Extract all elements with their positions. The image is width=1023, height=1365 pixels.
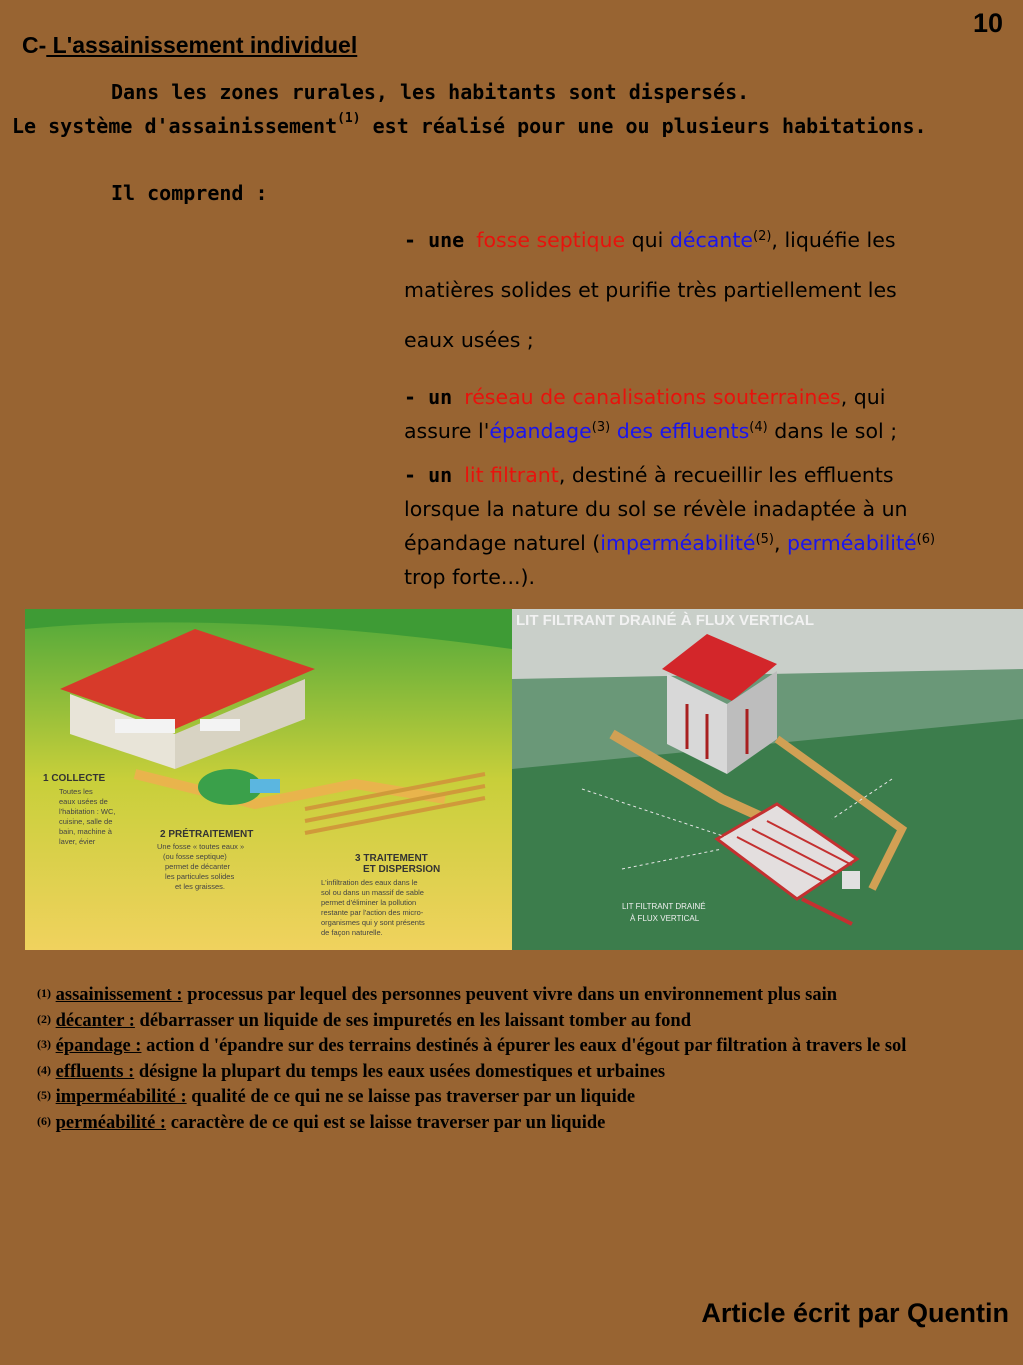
item3-text-c: ,	[773, 531, 788, 555]
item2-prefix: - un	[404, 385, 465, 409]
footnote-number: (5)	[37, 1088, 51, 1102]
step3-line-6: de façon naturelle.	[321, 928, 383, 937]
footnotes	[37, 983, 1017, 1136]
item3-prefix: - un	[404, 463, 465, 487]
item2-text-c: dans le sol ;	[767, 419, 898, 443]
step1-line-1: Toutes les	[59, 787, 93, 796]
footnote-number: (6)	[37, 1113, 51, 1128]
illustration-right-svg	[512, 609, 1023, 950]
step2-title: 2 PRÉTRAITEMENT	[160, 829, 254, 840]
footnote-term: effluents :	[55, 1061, 135, 1082]
step1-title: 1 COLLECTE	[43, 773, 106, 784]
footnote-2	[37, 1009, 1017, 1035]
footnote-number: (1)	[37, 986, 51, 1000]
intro-line-3: Il comprend :	[111, 181, 268, 205]
step2-line-1: Une fosse « toutes eaux »	[157, 842, 245, 851]
footnote-definition: débarrasser un liquide de ses impuretés en les laissant tomber au fond	[134, 1010, 691, 1031]
footnote-ref-5: (5)	[755, 532, 774, 547]
item3-line-4: trop forte...).	[404, 565, 535, 589]
step2-line-4: les particules solides	[165, 872, 235, 881]
footnote-definition: processus par lequel des personnes peuvent vivre dans un environnement plus sain	[182, 985, 838, 1005]
list-item-reseau	[404, 380, 1004, 448]
step3-line-3: permet d'éliminer la pollution	[321, 898, 417, 907]
intro-line-2	[12, 111, 927, 138]
footnote-term: épandage :	[55, 1036, 142, 1056]
footnote-definition: caractère de ce qui est se laisse traverser par un liquide	[166, 1112, 606, 1133]
footnote-4	[37, 1060, 1017, 1086]
keyword-effluents: des effluents	[610, 419, 750, 443]
footnote-definition: qualité de ce qui ne se laisse pas traverser par un liquide	[186, 1087, 636, 1107]
keyword-permeabilite: perméabilité	[787, 531, 917, 555]
figure-right-caption-2: À FLUX VERTICAL	[630, 914, 700, 923]
list-item-lit	[404, 458, 1004, 594]
footnote-ref-6: (6)	[916, 532, 936, 547]
author-credit: Article écrit par Quentin	[701, 1298, 1009, 1328]
item1-line-2: matières solides et purifie très partiellement les	[404, 278, 897, 302]
figure-right-title: LIT FILTRANT DRAINÉ À FLUX VERTICAL	[516, 612, 815, 629]
keyword-impermeabilite: imperméabilité	[600, 531, 756, 555]
illustration-lit-filtrant	[512, 609, 1023, 950]
keyword-fosse-septique: fosse septique	[476, 228, 626, 252]
footnote-number: (3)	[37, 1037, 51, 1051]
step3-title-1: 3 TRAITEMENT	[355, 853, 428, 864]
item2-text-a: , qui	[840, 385, 886, 409]
intro-line-2-a: Le système d'assainissement	[12, 114, 338, 138]
step3-line-5: organismes qui y sont présents	[321, 918, 425, 927]
item1-text-b: , liquéfie les	[771, 228, 896, 252]
item1-line-3: eaux usées ;	[404, 328, 534, 352]
illustration-left-svg	[25, 609, 512, 950]
page-number: 10	[972, 8, 1003, 38]
footnote-ref-3: (3)	[591, 420, 611, 435]
footnote-definition: action d 'épandre sur des terrains destinés à épurer les eaux d'égout par filtration à travers le sol	[141, 1036, 907, 1056]
list-item-fosse	[404, 227, 1004, 353]
footnote-term: décanter :	[55, 1010, 135, 1031]
footnote-3	[37, 1034, 1017, 1060]
illustration-assainissement	[25, 609, 512, 950]
step2-line-5: et les graisses.	[175, 882, 226, 891]
item3-text-b: épandage naturel (	[404, 531, 601, 555]
footnote-number: (4)	[37, 1062, 51, 1077]
step1-line-5: bain, machine à	[59, 827, 112, 836]
footnote-ref-1: (1)	[337, 111, 361, 126]
footnote-number: (2)	[37, 1011, 51, 1026]
keyword-reseau: réseau de canalisations souterraines	[464, 385, 841, 409]
section-heading	[22, 32, 357, 59]
step3-line-4: restante par l'action des micro-	[321, 908, 424, 917]
step2-line-2: (ou fosse septique)	[163, 852, 227, 861]
step1-line-2: eaux usées de	[59, 797, 108, 806]
item3-line-2: lorsque la nature du sol se révèle inadaptée à un	[404, 497, 908, 521]
footnote-ref-2: (2)	[753, 229, 772, 244]
intro-line-2-b: est réalisé pour une ou plusieurs habitations.	[360, 114, 927, 138]
heading-title: L'assainissement individuel	[46, 32, 358, 58]
keyword-decante: décante	[669, 228, 753, 252]
step2-line-3: permet de décanter	[165, 862, 231, 871]
step1-line-3: l'habitation : WC,	[59, 807, 116, 816]
step3-title-2: ET DISPERSION	[363, 864, 441, 875]
item3-text-a: , destiné à recueillir les effluents	[558, 463, 894, 487]
item1-text-a: qui	[625, 228, 670, 252]
figure-right-caption-1: LIT FILTRANT DRAINÉ	[622, 902, 706, 911]
footnote-term: perméabilité :	[55, 1112, 167, 1133]
step1-line-4: cuisine, salle de	[59, 817, 113, 826]
item2-text-b: assure l'	[404, 419, 490, 443]
footnote-5	[37, 1085, 1017, 1111]
footnote-6	[37, 1111, 1017, 1137]
step1-line-6: laver, évier	[59, 837, 96, 846]
footnote-definition: désigne la plupart du temps les eaux usées domestiques et urbaines	[134, 1061, 666, 1082]
footnote-1	[37, 983, 1017, 1009]
keyword-epandage: épandage	[489, 419, 592, 443]
item1-prefix: - une	[404, 228, 477, 252]
step3-line-1: L'infiltration des eaux dans le	[321, 878, 418, 887]
footnote-term: assainissement :	[55, 985, 183, 1005]
intro-line-1: Dans les zones rurales, les habitants sont dispersés.	[111, 80, 750, 104]
heading-prefix: C-	[22, 32, 47, 58]
footnote-ref-4: (4)	[749, 420, 768, 435]
keyword-lit-filtrant: lit filtrant	[464, 463, 559, 487]
step3-line-2: sol ou dans un massif de sable	[321, 888, 424, 897]
footnote-term: imperméabilité :	[55, 1087, 187, 1107]
